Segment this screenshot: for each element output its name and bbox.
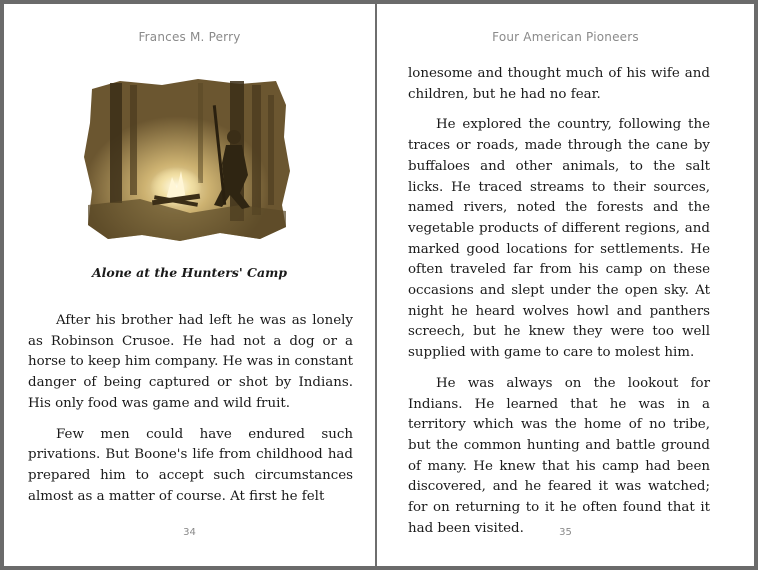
page-number: 35: [559, 527, 572, 538]
page-number: 34: [183, 527, 196, 538]
paragraph: lonesome and thought much of his wife and children, but he had no fear.: [408, 66, 710, 102]
paragraph: After his brother had left he was as lonely as Robinson Crusoe. He had not a dog or a horse to keep him company. He was in constant danger of being captured or shot by Indians. His only food was game and wild fruit.: [28, 313, 353, 411]
book-spread: [4, 4, 754, 566]
left-page-body: [28, 311, 353, 517]
campfire-illustration-icon: [80, 75, 292, 245]
running-head-author: Frances M. Perry: [138, 30, 241, 44]
illustration-caption: Alone at the Hunters' Camp: [91, 265, 288, 280]
paragraph: He was always on the lookout for Indians. He learned that he was in a territory which was the home of no tribe, but the common hunting and battle ground of many. He knew that his camp had been discovered, and he feared it was watched; for on returning to it he often found that it had been visited.: [408, 375, 710, 536]
paragraph: He explored the country, following the traces or roads, made through the cane by buffaloes and other animals, to the salt licks. He traced streams to their sources, named rivers, noted the forests and the vegetable products of different regions, and marked good locations for settlements. He often traveled far from his camp on these occasions and slept under the open sky. At night he heard wolves howl and panthers screech, but he knew they were too well supplied with game to care to molest him.: [408, 117, 710, 361]
right-page-body: [408, 64, 710, 549]
right-page[interactable]: [377, 4, 754, 566]
running-head-title: Four American Pioneers: [492, 30, 639, 44]
paragraph: Few men could have endured such privations. But Boone's life from childhood had prepared him to accept such circumstances almost as a matter of course. At first he felt: [28, 426, 353, 504]
left-page[interactable]: [4, 4, 375, 566]
